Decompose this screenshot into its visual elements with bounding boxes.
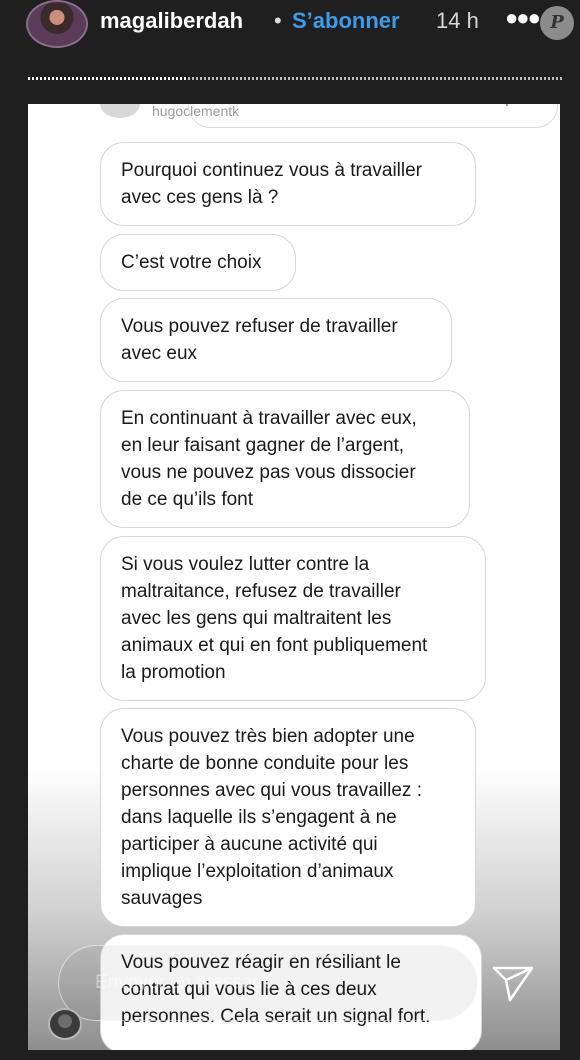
separator-dot: •	[274, 8, 282, 33]
profile-avatar[interactable]	[26, 0, 88, 48]
message-bubble: C’est votre choix	[100, 234, 296, 291]
message-bubble: En continuant à travailler avec eux, en leur faisant gagner de l’argent, vous ne pouvez pas vous dissocier de ce qu’ils font	[100, 390, 470, 528]
sender-avatar	[100, 104, 140, 118]
more-dots-icon[interactable]: ●●●	[505, 5, 539, 30]
subscribe-button[interactable]: S’abonner	[292, 8, 400, 33]
send-icon[interactable]	[490, 962, 536, 1004]
message-bubble: Si vous voulez lutter contre la maltraitance, refusez de travailler avec les gens qui maltraitent les animaux et qui en font publiquement la promotion	[100, 536, 486, 701]
story-header	[0, 0, 580, 60]
message-bubble: Vous pouvez refuser de travailler avec eux	[100, 298, 452, 382]
story-progress-bar	[28, 77, 562, 80]
dm-screenshot	[28, 104, 560, 1050]
message-bubble: Pourquoi continuez vous à travailler avec ces gens là ?	[100, 142, 476, 226]
reply-input[interactable]	[58, 945, 478, 1021]
message-bubble: Vous pouvez très bien adopter une charte de bonne conduite pour les personnes avec qui vous travaillez : dans laquelle ils s’engagent à ne participer à aucune activité qui implique l’exploitation d’animaux sauvages	[100, 708, 476, 927]
photographer-badge: P	[540, 6, 574, 40]
story-progress-fill	[28, 77, 188, 80]
sender-name: hugoclementk	[152, 104, 240, 119]
divider-mark	[506, 104, 508, 106]
previous-bubble	[188, 104, 558, 128]
username[interactable]: magaliberdah	[100, 8, 244, 33]
message-bubble: Vous pouvez réagir en résiliant le contrat qui vous lie à ces deux personnes. Cela serait un signal fort.	[100, 934, 482, 1050]
post-time: 14 h	[436, 8, 479, 33]
